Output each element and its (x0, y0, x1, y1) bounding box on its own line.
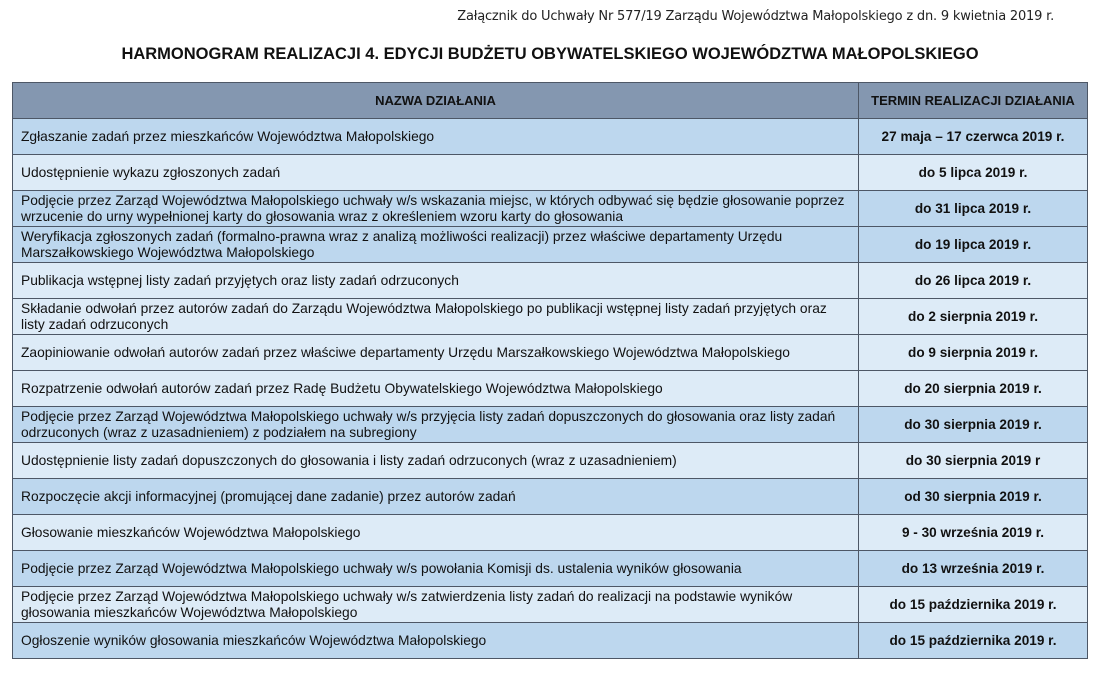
document-title: HARMONOGRAM REALIZACJI 4. EDYCJI BUDŻETU OBYWATELSKIEGO WOJEWÓDZTWA MAŁOPOLSKIEGO (121, 45, 979, 63)
action-name: Publikacja wstępnej listy zadań przyjętych oraz listy zadań odrzuconych (13, 263, 859, 299)
action-term: do 5 lipca 2019 r. (859, 155, 1088, 191)
action-term: do 15 października 2019 r. (859, 623, 1088, 659)
table-row (13, 407, 1088, 443)
schedule-table (12, 82, 1088, 659)
action-term: do 26 lipca 2019 r. (859, 263, 1088, 299)
table-row (13, 155, 1088, 191)
action-name: Podjęcie przez Zarząd Województwa Małopolskiego uchwały w/s przyjęcia listy zadań dopuszczonych do głosowania oraz listy zadań odrzuconych (wraz z uzasadnieniem) z podziałem na subregiony (13, 407, 859, 443)
table-row (13, 299, 1088, 335)
action-term: do 30 sierpnia 2019 r (859, 443, 1088, 479)
action-name: Zaopiniowanie odwołań autorów zadań przez właściwe departamenty Urzędu Marszałkowskiego Województwa Małopolskiego (13, 335, 859, 371)
action-term: do 31 lipca 2019 r. (859, 191, 1088, 227)
table-row (13, 371, 1088, 407)
action-name: Składanie odwołań przez autorów zadań do Zarządu Województwa Małopolskiego po publikacji wstępnej listy zadań przyjętych oraz listy zadań odrzuconych (13, 299, 859, 335)
column-header-name: NAZWA DZIAŁANIA (13, 83, 859, 119)
action-name: Rozpatrzenie odwołań autorów zadań przez Radę Budżetu Obywatelskiego Województwa Małopolskiego (13, 371, 859, 407)
action-name: Podjęcie przez Zarząd Województwa Małopolskiego uchwały w/s zatwierdzenia listy zadań do realizacji na podstawie wyników głosowania mieszkańców Województwa Małopolskiego (13, 587, 859, 623)
action-term: do 9 sierpnia 2019 r. (859, 335, 1088, 371)
table-row (13, 119, 1088, 155)
action-name: Zgłaszanie zadań przez mieszkańców Województwa Małopolskiego (13, 119, 859, 155)
action-name: Udostępnienie wykazu zgłoszonych zadań (13, 155, 859, 191)
action-name: Podjęcie przez Zarząd Województwa Małopolskiego uchwały w/s wskazania miejsc, w których odbywać się będzie głosowanie poprzez wrzucenie do urny wypełnionej karty do głosowania wraz z określeniem wzoru karty do głosowania (13, 191, 859, 227)
table-row (13, 587, 1088, 623)
action-name: Rozpoczęcie akcji informacyjnej (promującej dane zadanie) przez autorów zadań (13, 479, 859, 515)
action-name: Weryfikacja zgłoszonych zadań (formalno-prawna wraz z analizą możliwości realizacji) przez właściwe departamenty Urzędu Marszałkowskiego Województwa Małopolskiego (13, 227, 859, 263)
table-header-row (13, 83, 1088, 119)
column-header-term: TERMIN REALIZACJI DZIAŁANIA (859, 83, 1088, 119)
action-name: Ogłoszenie wyników głosowania mieszkańców Województwa Małopolskiego (13, 623, 859, 659)
action-term: do 13 września 2019 r. (859, 551, 1088, 587)
action-name: Udostępnienie listy zadań dopuszczonych do głosowania i listy zadań odrzuconych (wraz z uzasadnieniem) (13, 443, 859, 479)
table-row (13, 623, 1088, 659)
action-name: Głosowanie mieszkańców Województwa Małopolskiego (13, 515, 859, 551)
action-term: do 30 sierpnia 2019 r. (859, 407, 1088, 443)
action-term: 27 maja – 17 czerwca 2019 r. (859, 119, 1088, 155)
table-row (13, 479, 1088, 515)
table-row (13, 227, 1088, 263)
action-term: do 20 sierpnia 2019 r. (859, 371, 1088, 407)
attachment-note: Załącznik do Uchwały Nr 577/19 Zarządu Województwa Małopolskiego z dn. 9 kwietnia 2019 r. (457, 9, 1054, 24)
table-row (13, 443, 1088, 479)
table-row (13, 191, 1088, 227)
action-term: od 30 sierpnia 2019 r. (859, 479, 1088, 515)
table-row (13, 335, 1088, 371)
table-row (13, 551, 1088, 587)
action-term: do 15 października 2019 r. (859, 587, 1088, 623)
action-name: Podjęcie przez Zarząd Województwa Małopolskiego uchwały w/s powołania Komisji ds. ustalenia wyników głosowania (13, 551, 859, 587)
table-row (13, 263, 1088, 299)
action-term: do 2 sierpnia 2019 r. (859, 299, 1088, 335)
action-term: do 19 lipca 2019 r. (859, 227, 1088, 263)
action-term: 9 - 30 września 2019 r. (859, 515, 1088, 551)
table-row (13, 515, 1088, 551)
